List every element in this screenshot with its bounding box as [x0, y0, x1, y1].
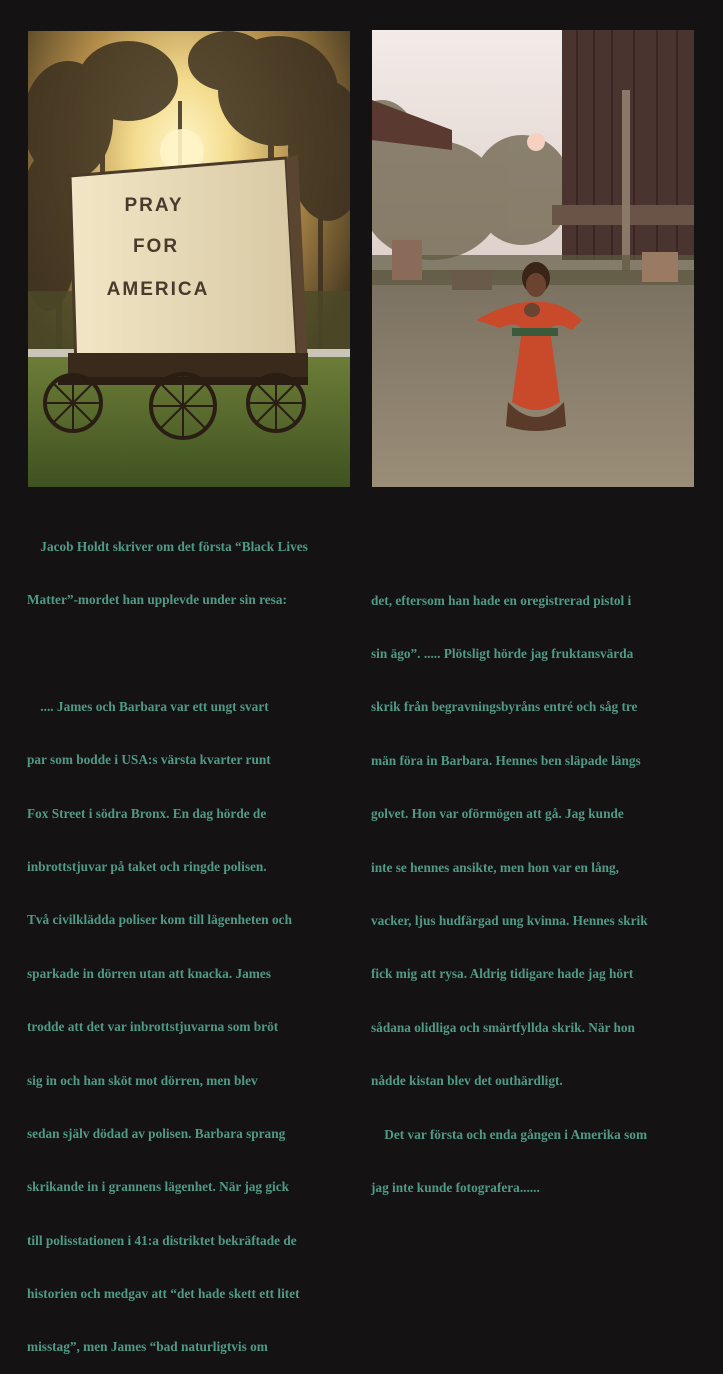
- text-line: det, eftersom han hade en oregistrerad pistol i: [371, 592, 632, 608]
- text-line: Fox Street i södra Bronx. En dag hörde de: [27, 805, 267, 821]
- text-line: nådde kistan blev det outhärdligt.: [371, 1073, 563, 1089]
- text-line: .... James och Barbara var ett ungt svart: [27, 698, 269, 714]
- text-line: sådana olidliga och smärtfyllda skrik. När hon: [371, 1019, 635, 1035]
- text-line: Jacob Holdt skriver om det första “Black Lives: [27, 538, 308, 554]
- text-line: inte se hennes ansikte, men hon var en lång,: [371, 859, 619, 875]
- article-text-right-column: [371, 556, 696, 1214]
- text-line: sparkade in dörren utan att knacka. James: [27, 965, 271, 981]
- text-line: par som bodde i USA:s värsta kvarter runt: [27, 752, 271, 768]
- text-line: till polisstationen i 41:a distriktet bekräftade de: [27, 1232, 297, 1248]
- sign-line-1: PRAY: [124, 195, 184, 216]
- sign-line-3: AMERICA: [106, 279, 210, 300]
- text-line: trodde att det var inbrottstjuvarna som bröt: [27, 1019, 279, 1035]
- text-line: inbrottstjuvar på taket och ringde polisen.: [27, 858, 267, 874]
- sign-line-2: FOR: [132, 236, 180, 257]
- article-text-left-column: [27, 502, 352, 1374]
- text-line: skrik från begravningsbyråns entré och såg tre: [371, 699, 638, 715]
- text-line: golvet. Hon var oförmögen att gå. Jag kunde: [371, 806, 624, 822]
- text-line: sin ägo”. ..... Plötsligt hörde jag fruktansvärda: [371, 645, 634, 661]
- photo-girl-praying: [372, 30, 694, 487]
- photo-pray-for-america-sign: [28, 31, 350, 487]
- text-line: Matter”-mordet han upplevde under sin resa:: [27, 591, 287, 607]
- text-line: fick mig att rysa. Aldrig tidigare hade jag hört: [371, 966, 634, 982]
- text-line: Det var första och enda gången i Amerika som: [371, 1126, 648, 1142]
- text-line: män föra in Barbara. Hennes ben släpade längs: [371, 752, 641, 768]
- text-line: jag inte kunde fotografera......: [371, 1179, 540, 1195]
- text-line: vacker, ljus hudfärgad ung kvinna. Hennes skrik: [371, 912, 648, 928]
- text-line: historien och medgav att “det hade skett ett litet: [27, 1286, 300, 1302]
- text-line: sedan själv dödad av polisen. Barbara sprang: [27, 1125, 286, 1141]
- text-line: Två civilklädda poliser kom till lägenheten och: [27, 912, 292, 928]
- paragraph-gap: [27, 644, 352, 662]
- text-line: sig in och han sköt mot dörren, men blev: [27, 1072, 258, 1088]
- text-line: misstag”, men James “bad naturligtvis om: [27, 1339, 268, 1355]
- text-line: skrikande in i grannens lägenhet. När jag gick: [27, 1179, 290, 1195]
